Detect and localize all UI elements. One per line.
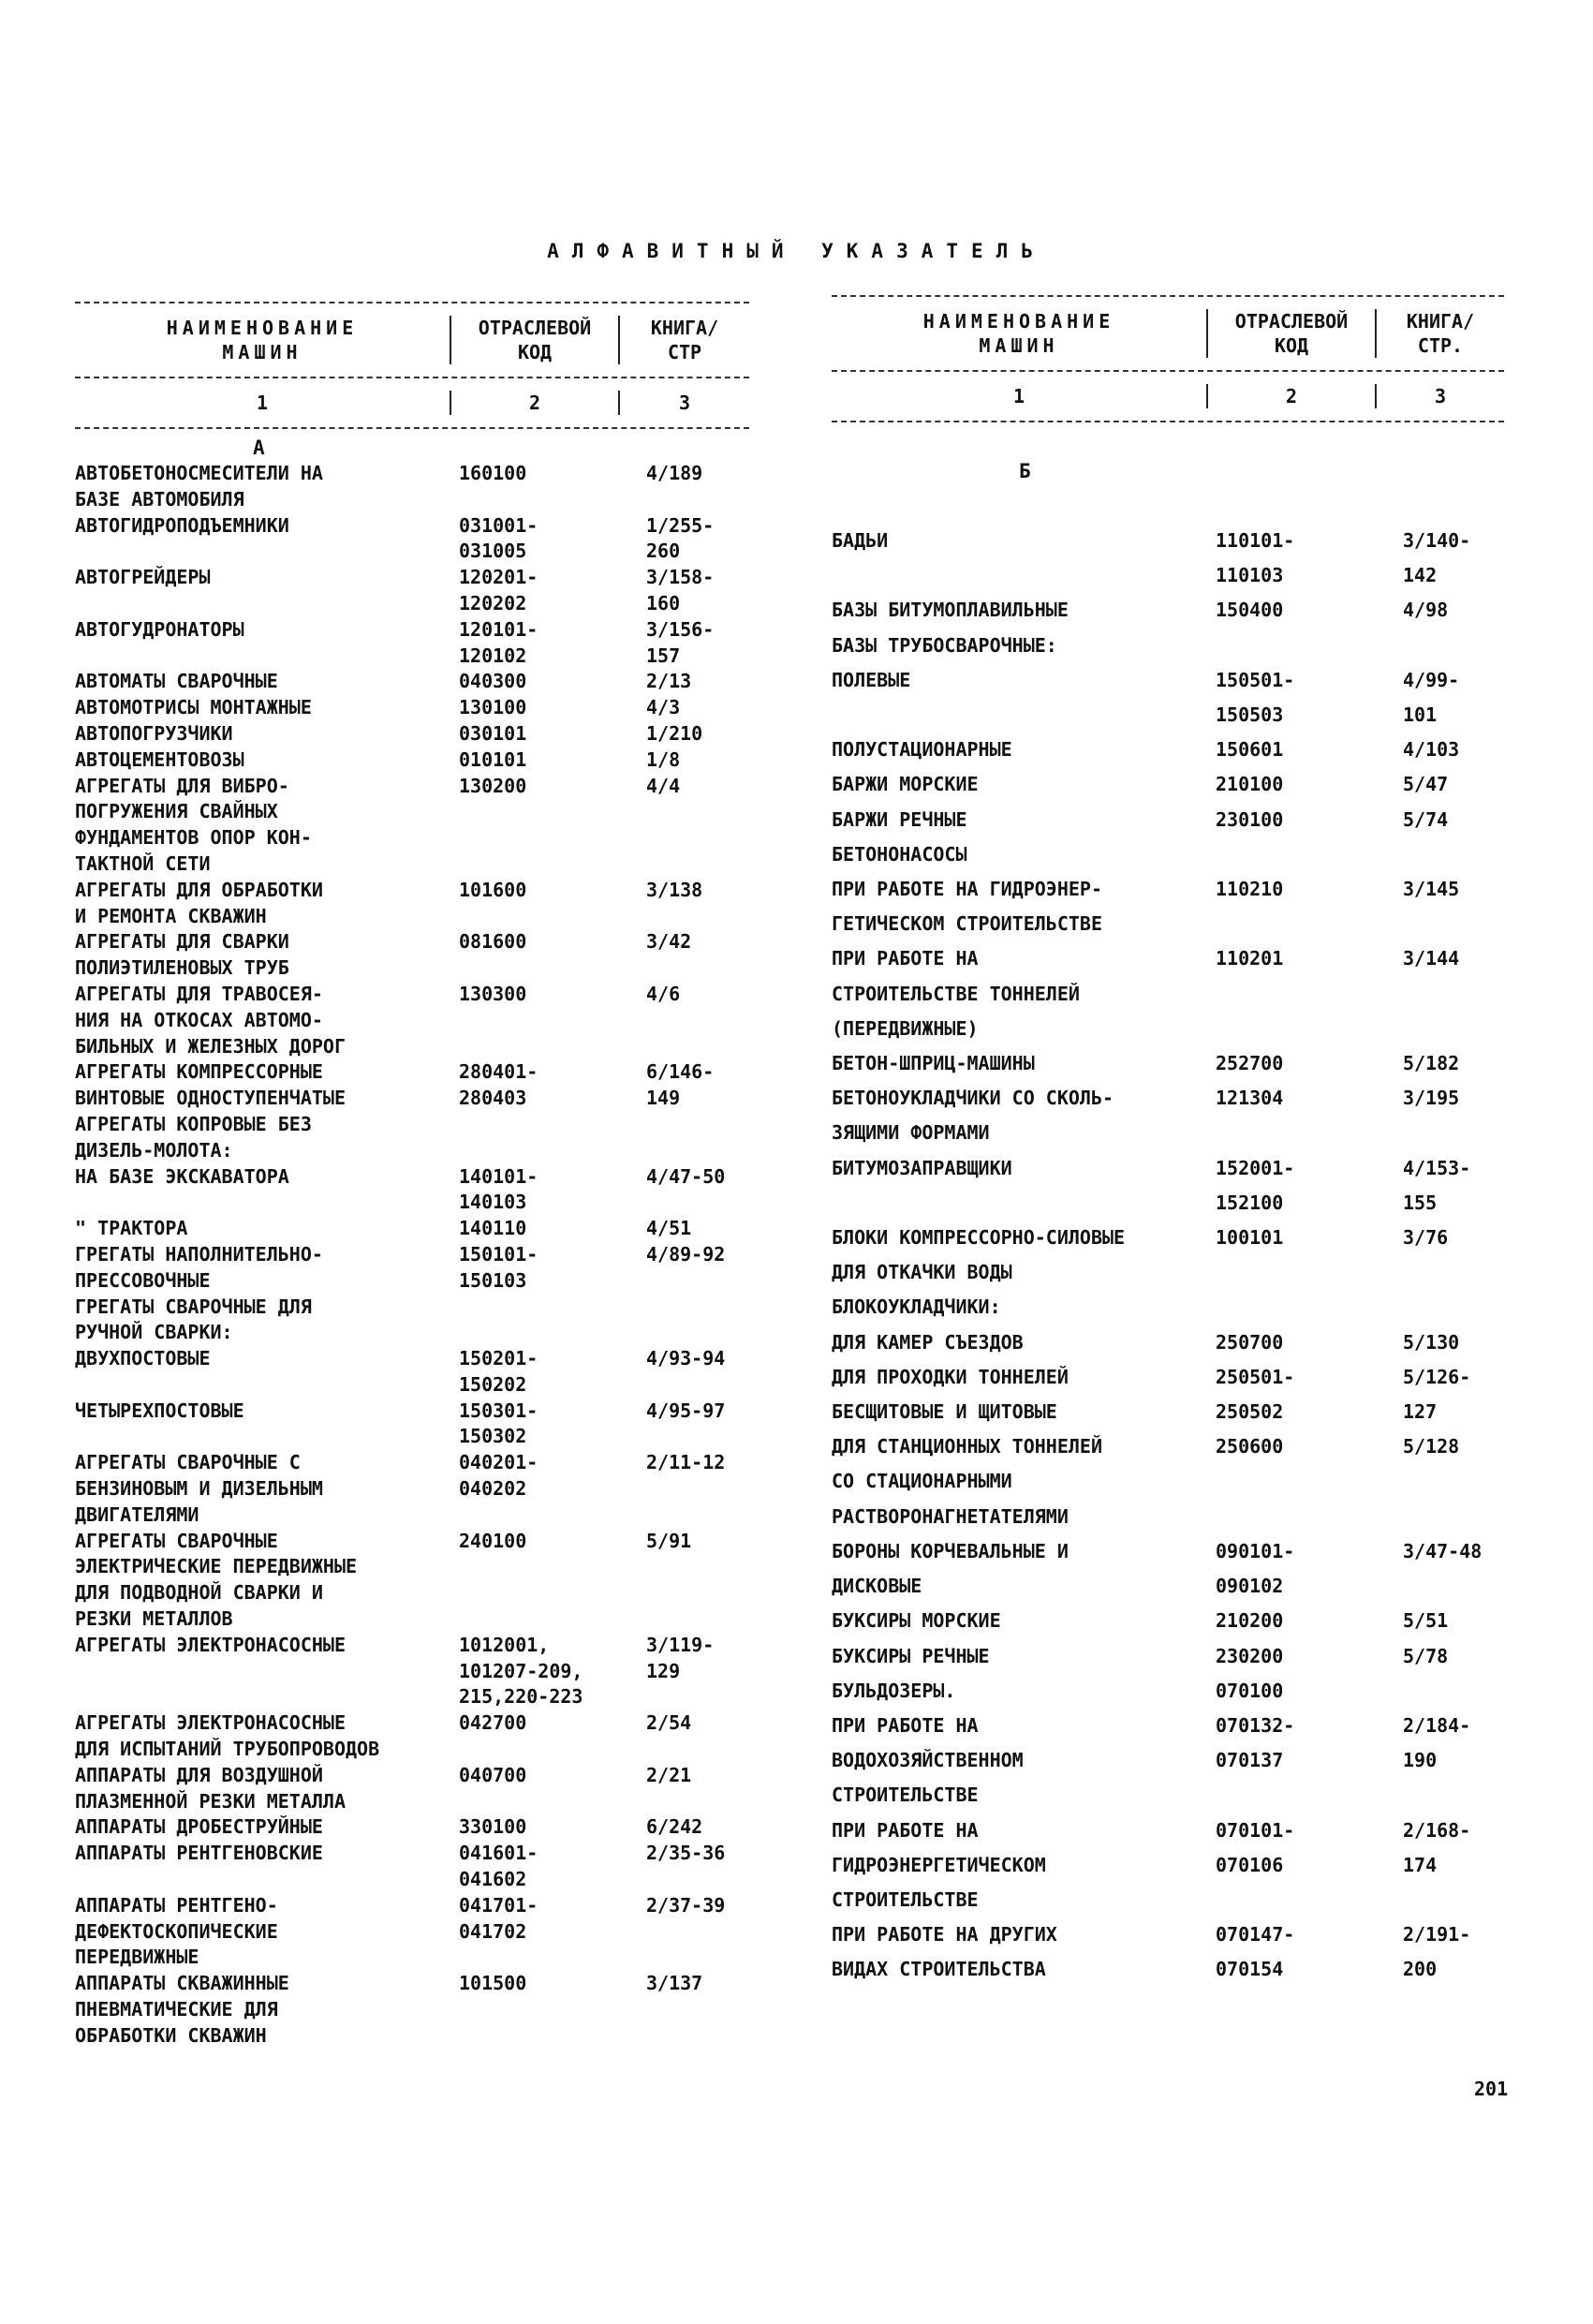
- entry-code: 150601: [1216, 738, 1284, 762]
- entry-name: БЕТОНОУКЛАДЧИКИ СО СКОЛЬ- ЗЯЩИМИ ФОРМАМИ: [832, 1087, 1114, 1145]
- entry-name: АВТОГИДРОПОДЪЕМНИКИ: [75, 513, 289, 537]
- entry-name: ДЛЯ ПРОХОДКИ ТОННЕЛЕЙ БЕСЩИТОВЫЕ И ЩИТОВЫЕ: [832, 1365, 1069, 1424]
- entry-book-page: 4/98: [1403, 599, 1449, 622]
- table-header-numbers: [832, 372, 1504, 421]
- entry-name: АВТОБЕТОНОСМЕСИТЕЛИ НА БАЗЕ АВТОМОБИЛЯ: [75, 462, 323, 511]
- entry-name: АГРЕГАТЫ ДЛЯ ТРАВОСЕЯ- НИЯ НА ОТКОСАХ АВТОМО- БИЛЬНЫХ И ЖЕЛЕЗНЫХ ДОРОГ: [75, 982, 346, 1058]
- header-code-line2: КОД: [517, 341, 553, 363]
- entry-code: 230100: [1216, 807, 1284, 831]
- entry-code: 150301- 150302: [459, 1399, 538, 1448]
- entry-code: 070100: [1216, 1679, 1284, 1702]
- entry-name: АППАРАТЫ РЕНТГЕНОВСКИЕ: [75, 1842, 323, 1865]
- table-rule: [832, 421, 1504, 422]
- entry-code: 041701- 041702: [459, 1893, 538, 1943]
- entry-book-page: 4/4: [646, 774, 681, 797]
- entry-code: 1012001, 101207-209, 215,220-223: [459, 1633, 583, 1709]
- header-code-line1: ОТРАСЛЕВОЙ: [1234, 310, 1349, 333]
- entry-name: АВТОМОТРИСЫ МОНТАЖНЫЕ: [75, 696, 312, 719]
- entry-code: 240100: [459, 1529, 527, 1552]
- entry-code: 120201- 120202: [459, 566, 538, 614]
- entry-code: 110201: [1216, 947, 1284, 970]
- entry-book-page: 3/140- 142: [1403, 529, 1471, 587]
- entry-name: БУЛЬДОЗЕРЫ.: [832, 1679, 956, 1702]
- header-name-line1: НАИМЕНОВАНИЕ: [166, 317, 359, 339]
- index-entry: [832, 803, 1504, 837]
- index-title: АЛФАВИТНЫЙ УКАЗАТЕЛЬ: [547, 240, 1046, 262]
- entry-name: БАРЖИ РЕЧНЫЕ: [832, 807, 967, 831]
- entry-code: [459, 1295, 646, 1347]
- entry-book-page: 6/146- 149: [646, 1060, 715, 1110]
- index-entry: [832, 837, 1504, 872]
- entry-code: 101600: [459, 878, 527, 901]
- index-entry: [832, 1534, 1504, 1604]
- entry-name: БИТУМОЗАПРАВЩИКИ: [832, 1156, 1012, 1179]
- index-entry: [75, 929, 749, 982]
- entry-code: 130200: [459, 774, 527, 797]
- entry-code: 330100: [459, 1815, 527, 1839]
- entry-code: [459, 1112, 646, 1164]
- entry-book-page: 3/76: [1403, 1226, 1449, 1250]
- index-entry: [75, 1710, 749, 1763]
- index-entry: [75, 982, 749, 1059]
- entry-name: ПОЛЕВЫЕ: [832, 668, 911, 691]
- index-entry: [832, 593, 1504, 628]
- entry-name: АГРЕГАТЫ СВАРОЧНЫЕ ЭЛЕКТРИЧЕСКИЕ ПЕРЕДВИЖНЫЕ ДЛЯ ПОДВОДНОЙ СВАРКИ И РЕЗКИ МЕТАЛЛОВ: [75, 1529, 358, 1631]
- index-entry: [75, 1164, 749, 1217]
- index-entry: [832, 524, 1504, 593]
- entry-book-page: 2/13: [646, 670, 692, 693]
- entry-code: 110101- 110103: [1216, 529, 1295, 587]
- entry-book-page: 4/93-94: [646, 1347, 726, 1370]
- entry-book-page: 2/54: [646, 1711, 692, 1735]
- index-entry: [75, 1346, 749, 1399]
- entry-book-page: 5/91: [646, 1529, 692, 1552]
- index-column-left: [75, 302, 749, 2050]
- header-num-3: 3: [1434, 385, 1447, 407]
- entry-book-page: 5/74: [1403, 807, 1449, 831]
- index-entry: [832, 1081, 1504, 1150]
- entry-name: ПРИ РАБОТЕ НА СТРОИТЕЛЬСТВЕ ТОННЕЛЕЙ (ПЕРЕДВИЖНЫЕ): [832, 947, 1080, 1040]
- entry-name: ПРИ РАБОТЕ НА ГИДРОЭНЕР- ГЕТИЧЕСКОМ СТРОИТЕЛЬСТВЕ: [832, 878, 1102, 936]
- header-num-3: 3: [678, 392, 691, 414]
- entry-code: 150101- 150103: [459, 1242, 538, 1292]
- entry-book-page: 3/144: [1403, 947, 1460, 970]
- index-entry: [832, 1639, 1504, 1674]
- entry-code: 070147- 070154: [1216, 1923, 1295, 1981]
- index-entry: [832, 1151, 1504, 1221]
- page-number: 201: [1474, 2078, 1509, 2100]
- entry-book-page: 4/99- 101: [1403, 668, 1460, 727]
- index-entry: [75, 1059, 749, 1112]
- entry-name: АГРЕГАТЫ КОПРОВЫЕ БЕЗ ДИЗЕЛЬ-МОЛОТА:: [75, 1112, 312, 1162]
- entry-name: АППАРАТЫ СКВАЖИННЫЕ ПНЕВМАТИЧЕСКИЕ ДЛЯ ОБРАБОТКИ СКВАЖИН: [75, 1972, 289, 2047]
- index-entry: [832, 1709, 1504, 1813]
- index-entry: [75, 1399, 749, 1451]
- index-entry: [832, 1360, 1504, 1429]
- entry-code: 140101- 140103: [459, 1164, 538, 1214]
- entry-code: 031001- 031005: [459, 513, 538, 563]
- entry-name: БЕТОНОНАСОСЫ: [832, 842, 967, 866]
- index-rows-right: [832, 524, 1504, 1988]
- entry-name: ДЛЯ КАМЕР СЪЕЗДОВ: [832, 1330, 1024, 1354]
- entry-code: 121304: [1216, 1087, 1284, 1110]
- entry-name: ДЛЯ СТАНЦИОННЫХ ТОННЕЛЕЙ СО СТАЦИОНАРНЫМИ РАСТВОРОНАГНЕТАТЕЛЯМИ: [832, 1435, 1102, 1528]
- header-name-line2: МАШИН: [979, 334, 1059, 357]
- header-name-line1: НАИМЕНОВАНИЕ: [922, 310, 1115, 333]
- entry-code: 030101: [459, 721, 527, 745]
- entry-name: АГРЕГАТЫ СВАРОЧНЫЕ С БЕНЗИНОВЫМ И ДИЗЕЛЬНЫМ ДВИГАТЕЛЯМИ: [75, 1451, 323, 1526]
- entry-book-page: 4/6: [646, 982, 681, 1005]
- entry-book-page: [646, 1112, 749, 1164]
- entry-name: АВТОМАТЫ СВАРОЧНЫЕ: [75, 670, 278, 693]
- entry-name: ПОЛУСТАЦИОНАРНЫЕ: [832, 738, 1012, 762]
- entry-name: БЛОКОУКЛАДЧИКИ:: [832, 1295, 1001, 1319]
- entry-name: БУКСИРЫ МОРСКИЕ: [832, 1609, 1001, 1633]
- index-entry: [75, 513, 749, 566]
- index-entry: [832, 733, 1504, 767]
- entry-name: ЧЕТЫРЕХПОСТОВЫЕ: [75, 1399, 244, 1422]
- entry-book-page: 3/156- 157: [646, 617, 715, 667]
- entry-code: 070132- 070137: [1216, 1713, 1295, 1772]
- entry-book-page: 4/3: [646, 696, 681, 719]
- entry-code: 230200: [1216, 1644, 1284, 1667]
- entry-book-page: [1403, 629, 1504, 663]
- entry-code: 280401- 280403: [459, 1060, 538, 1110]
- entry-code: [1216, 837, 1403, 872]
- entry-book-page: 4/153- 155: [1403, 1156, 1471, 1214]
- entry-name: АВТОПОГРУЗЧИКИ: [75, 721, 233, 745]
- index-entry: [75, 1814, 749, 1841]
- entry-code: 120101- 120102: [459, 617, 538, 667]
- entry-book-page: 3/42: [646, 930, 692, 954]
- index-entry: [75, 461, 749, 513]
- entry-book-page: 5/126- 127: [1403, 1365, 1471, 1424]
- header-name-line2: МАШИН: [222, 341, 302, 363]
- entry-book-page: 1/8: [646, 748, 681, 771]
- table-header: [832, 297, 1504, 370]
- index-entry: [832, 1604, 1504, 1638]
- index-entry: [75, 721, 749, 748]
- index-entry: [832, 1813, 1504, 1918]
- entry-name: " ТРАКТОРА: [75, 1217, 188, 1240]
- index-rows-left: [75, 461, 749, 2050]
- header-code-line2: КОД: [1274, 334, 1309, 357]
- entry-book-page: 4/103: [1403, 738, 1460, 762]
- entry-code: 010101: [459, 748, 527, 771]
- index-entry: [75, 1971, 749, 2049]
- entry-name: НА БАЗЕ ЭКСКАВАТОРА: [75, 1164, 289, 1188]
- entry-code: 130100: [459, 696, 527, 719]
- index-entry: [75, 617, 749, 670]
- entry-book-page: 2/11-12: [646, 1451, 726, 1474]
- entry-name: АГРЕГАТЫ ЭЛЕКТРОНАСОСНЫЕ: [75, 1633, 346, 1656]
- entry-book-page: 3/145: [1403, 878, 1460, 901]
- entry-book-page: 5/130: [1403, 1330, 1460, 1354]
- index-entry: [832, 1429, 1504, 1534]
- entry-name: АГРЕГАТЫ ЭЛЕКТРОНАСОСНЫЕ ДЛЯ ИСПЫТАНИЙ ТРУБОПРОВОДОВ: [75, 1711, 380, 1761]
- entry-book-page: [1403, 1674, 1504, 1709]
- entry-code: 150501- 150503: [1216, 668, 1295, 727]
- entry-name: БАЗЫ ТРУБОСВАРОЧНЫЕ:: [832, 633, 1057, 657]
- entry-name: ПРИ РАБОТЕ НА ВОДОХОЗЯЙСТВЕННОМ СТРОИТЕЛЬСТВЕ: [832, 1713, 1024, 1807]
- entry-name: БЕТОН-ШПРИЦ-МАШИНЫ: [832, 1052, 1035, 1075]
- entry-name: АВТОГУДРОНАТОРЫ: [75, 617, 244, 641]
- table-header-numbers: [75, 378, 749, 427]
- entry-book-page: 6/242: [646, 1815, 703, 1839]
- entry-name: АВТОГРЕЙДЕРЫ: [75, 566, 211, 589]
- index-entry: [832, 1325, 1504, 1360]
- entry-code: 110210: [1216, 878, 1284, 901]
- entry-code: 150201- 150202: [459, 1347, 538, 1396]
- entry-code: 040201- 040202: [459, 1451, 538, 1501]
- index-entry: [75, 1216, 749, 1242]
- entry-name: АВТОЦЕМЕНТОВОЗЫ: [75, 748, 244, 771]
- entry-code: 130300: [459, 982, 527, 1005]
- entry-code: 252700: [1216, 1052, 1284, 1075]
- table-rule: [75, 427, 749, 429]
- index-column-right: [832, 295, 1504, 1988]
- index-entry: [832, 872, 1504, 941]
- index-entry: [75, 774, 749, 878]
- entry-name: ПРИ РАБОТЕ НА ГИДРОЭНЕРГЕТИЧЕСКОМ СТРОИТЕЛЬСТВЕ: [832, 1818, 1046, 1911]
- entry-code: 160100: [459, 462, 527, 484]
- header-code-line1: ОТРАСЛЕВОЙ: [478, 317, 592, 339]
- entry-name: АГРЕГАТЫ ДЛЯ ОБРАБОТКИ И РЕМОНТА СКВАЖИН: [75, 878, 323, 927]
- entry-code: [1216, 629, 1403, 663]
- index-entry: [75, 1242, 749, 1295]
- index-entry: [832, 1221, 1504, 1290]
- index-entry: [75, 1763, 749, 1815]
- entry-code: 041601- 041602: [459, 1842, 538, 1891]
- entry-name: АППАРАТЫ ДЛЯ ВОЗДУШНОЙ ПЛАЗМЕННОЙ РЕЗКИ МЕТАЛЛА: [75, 1763, 346, 1813]
- index-entry: [75, 1529, 749, 1633]
- entry-book-page: 3/137: [646, 1972, 703, 1995]
- entry-name: ГРЕГАТЫ СВАРОЧНЫЕ ДЛЯ РУЧНОЙ СВАРКИ:: [75, 1295, 312, 1344]
- index-entry: [75, 1633, 749, 1710]
- index-entry: [832, 629, 1504, 663]
- entry-name: ДВУХПОСТОВЫЕ: [75, 1347, 211, 1370]
- entry-code: 150400: [1216, 599, 1284, 622]
- index-entry: [75, 1295, 749, 1347]
- entry-name: ПРИ РАБОТЕ НА ДРУГИХ ВИДАХ СТРОИТЕЛЬСТВА: [832, 1923, 1057, 1981]
- entry-book-page: 1/210: [646, 721, 703, 745]
- entry-name: ГРЕГАТЫ НАПОЛНИТЕЛЬНО- ПРЕССОВОЧНЫЕ: [75, 1242, 323, 1292]
- index-entry: [75, 565, 749, 617]
- entry-code: 081600: [459, 930, 527, 954]
- entry-name: БАЗЫ БИТУМОПЛАВИЛЬНЫЕ: [832, 599, 1069, 622]
- index-entry: [832, 1917, 1504, 1987]
- entry-book-page: 5/47: [1403, 773, 1449, 796]
- index-entry: [832, 767, 1504, 802]
- entry-code: 101500: [459, 1972, 527, 1995]
- index-entry: [75, 1450, 749, 1528]
- index-entry: [832, 941, 1504, 1046]
- entry-book-page: 3/138: [646, 878, 703, 901]
- entry-name: АГРЕГАТЫ ДЛЯ СВАРКИ ПОЛИЭТИЛЕНОВЫХ ТРУБ: [75, 930, 289, 980]
- entry-book-page: 5/182: [1403, 1052, 1460, 1075]
- index-entry: [832, 1046, 1504, 1081]
- entry-name: АППАРАТЫ ДРОБЕСТРУЙНЫЕ: [75, 1815, 323, 1839]
- entry-code: 140110: [459, 1217, 527, 1240]
- entry-code: 040300: [459, 670, 527, 693]
- header-num-2: 2: [528, 392, 541, 414]
- header-num-1: 1: [1012, 385, 1025, 407]
- entry-code: 250501- 250502: [1216, 1365, 1295, 1424]
- entry-name: БАРЖИ МОРСКИЕ: [832, 773, 979, 796]
- header-num-1: 1: [256, 392, 269, 414]
- index-entry: [75, 1112, 749, 1164]
- header-book-line1: КНИГА/: [650, 317, 719, 339]
- entry-name: АГРЕГАТЫ КОМПРЕССОРНЫЕ ВИНТОВЫЕ ОДНОСТУПЕНЧАТЫЕ: [75, 1060, 346, 1110]
- entry-code: [1216, 1290, 1403, 1325]
- index-entry: [75, 1893, 749, 1971]
- entry-code: 250600: [1216, 1435, 1284, 1458]
- header-num-2: 2: [1285, 385, 1298, 407]
- entry-name: БЛОКИ КОМПРЕССОРНО-СИЛОВЫЕ ДЛЯ ОТКАЧКИ ВОДЫ: [832, 1226, 1126, 1284]
- entry-code: 042700: [459, 1711, 527, 1735]
- entry-book-page: 2/191- 200: [1403, 1923, 1471, 1981]
- entry-book-page: [646, 1295, 749, 1347]
- index-entry: [75, 748, 749, 774]
- index-entry: [832, 1674, 1504, 1709]
- section-letter: Б: [1019, 460, 1031, 482]
- entry-code: 090101- 090102: [1216, 1539, 1295, 1598]
- entry-code: 070101- 070106: [1216, 1818, 1295, 1876]
- header-book-line2: СТР: [667, 341, 702, 363]
- entry-book-page: 4/189: [646, 462, 703, 484]
- section-letter: А: [253, 437, 265, 459]
- entry-book-page: 4/89-92: [646, 1242, 726, 1266]
- entry-book-page: 3/195: [1403, 1087, 1460, 1110]
- entry-code: 210200: [1216, 1609, 1284, 1633]
- header-book-line2: СТР.: [1417, 334, 1464, 357]
- entry-book-page: 3/119- 129: [646, 1633, 715, 1682]
- entry-book-page: 3/158- 160: [646, 566, 715, 614]
- entry-book-page: 4/51: [646, 1217, 692, 1240]
- entry-name: БОРОНЫ КОРЧЕВАЛЬНЫЕ И ДИСКОВЫЕ: [832, 1539, 1069, 1598]
- index-entry: [832, 1290, 1504, 1325]
- entry-book-page: 2/168- 174: [1403, 1818, 1471, 1876]
- entry-book-page: 5/51: [1403, 1609, 1449, 1633]
- index-entry: [832, 663, 1504, 733]
- header-book-line1: КНИГА/: [1406, 310, 1475, 333]
- index-entry: [75, 878, 749, 930]
- entry-code: 100101: [1216, 1226, 1284, 1250]
- entry-name: БАДЬИ: [832, 529, 889, 552]
- index-entry: [75, 1841, 749, 1893]
- index-entry: [75, 669, 749, 695]
- entry-book-page: 2/37-39: [646, 1893, 726, 1917]
- entry-code: 152001- 152100: [1216, 1156, 1295, 1214]
- entry-code: 210100: [1216, 773, 1284, 796]
- entry-code: 040700: [459, 1763, 527, 1786]
- entry-book-page: 5/78: [1403, 1644, 1449, 1667]
- entry-name: АППАРАТЫ РЕНТГЕНО- ДЕФЕКТОСКОПИЧЕСКИЕ ПЕРЕДВИЖНЫЕ: [75, 1893, 278, 1969]
- entry-name: АГРЕГАТЫ ДЛЯ ВИБРО- ПОГРУЖЕНИЯ СВАЙНЫХ ФУНДАМЕНТОВ ОПОР КОН- ТАКТНОЙ СЕТИ: [75, 774, 312, 875]
- entry-book-page: 2/21: [646, 1763, 692, 1786]
- index-entry: [75, 695, 749, 721]
- entry-book-page: 2/35-36: [646, 1842, 726, 1865]
- entry-book-page: 5/128: [1403, 1435, 1460, 1458]
- entry-book-page: 4/47-50: [646, 1164, 726, 1188]
- table-header: [75, 303, 749, 377]
- entry-code: 250700: [1216, 1330, 1284, 1354]
- entry-book-page: 1/255- 260: [646, 513, 715, 563]
- entry-book-page: [1403, 1290, 1504, 1325]
- entry-name: БУКСИРЫ РЕЧНЫЕ: [832, 1644, 990, 1667]
- entry-book-page: 3/47-48: [1403, 1539, 1482, 1562]
- entry-book-page: [1403, 837, 1504, 872]
- entry-book-page: 2/184- 190: [1403, 1713, 1471, 1772]
- entry-book-page: 4/95-97: [646, 1399, 726, 1422]
